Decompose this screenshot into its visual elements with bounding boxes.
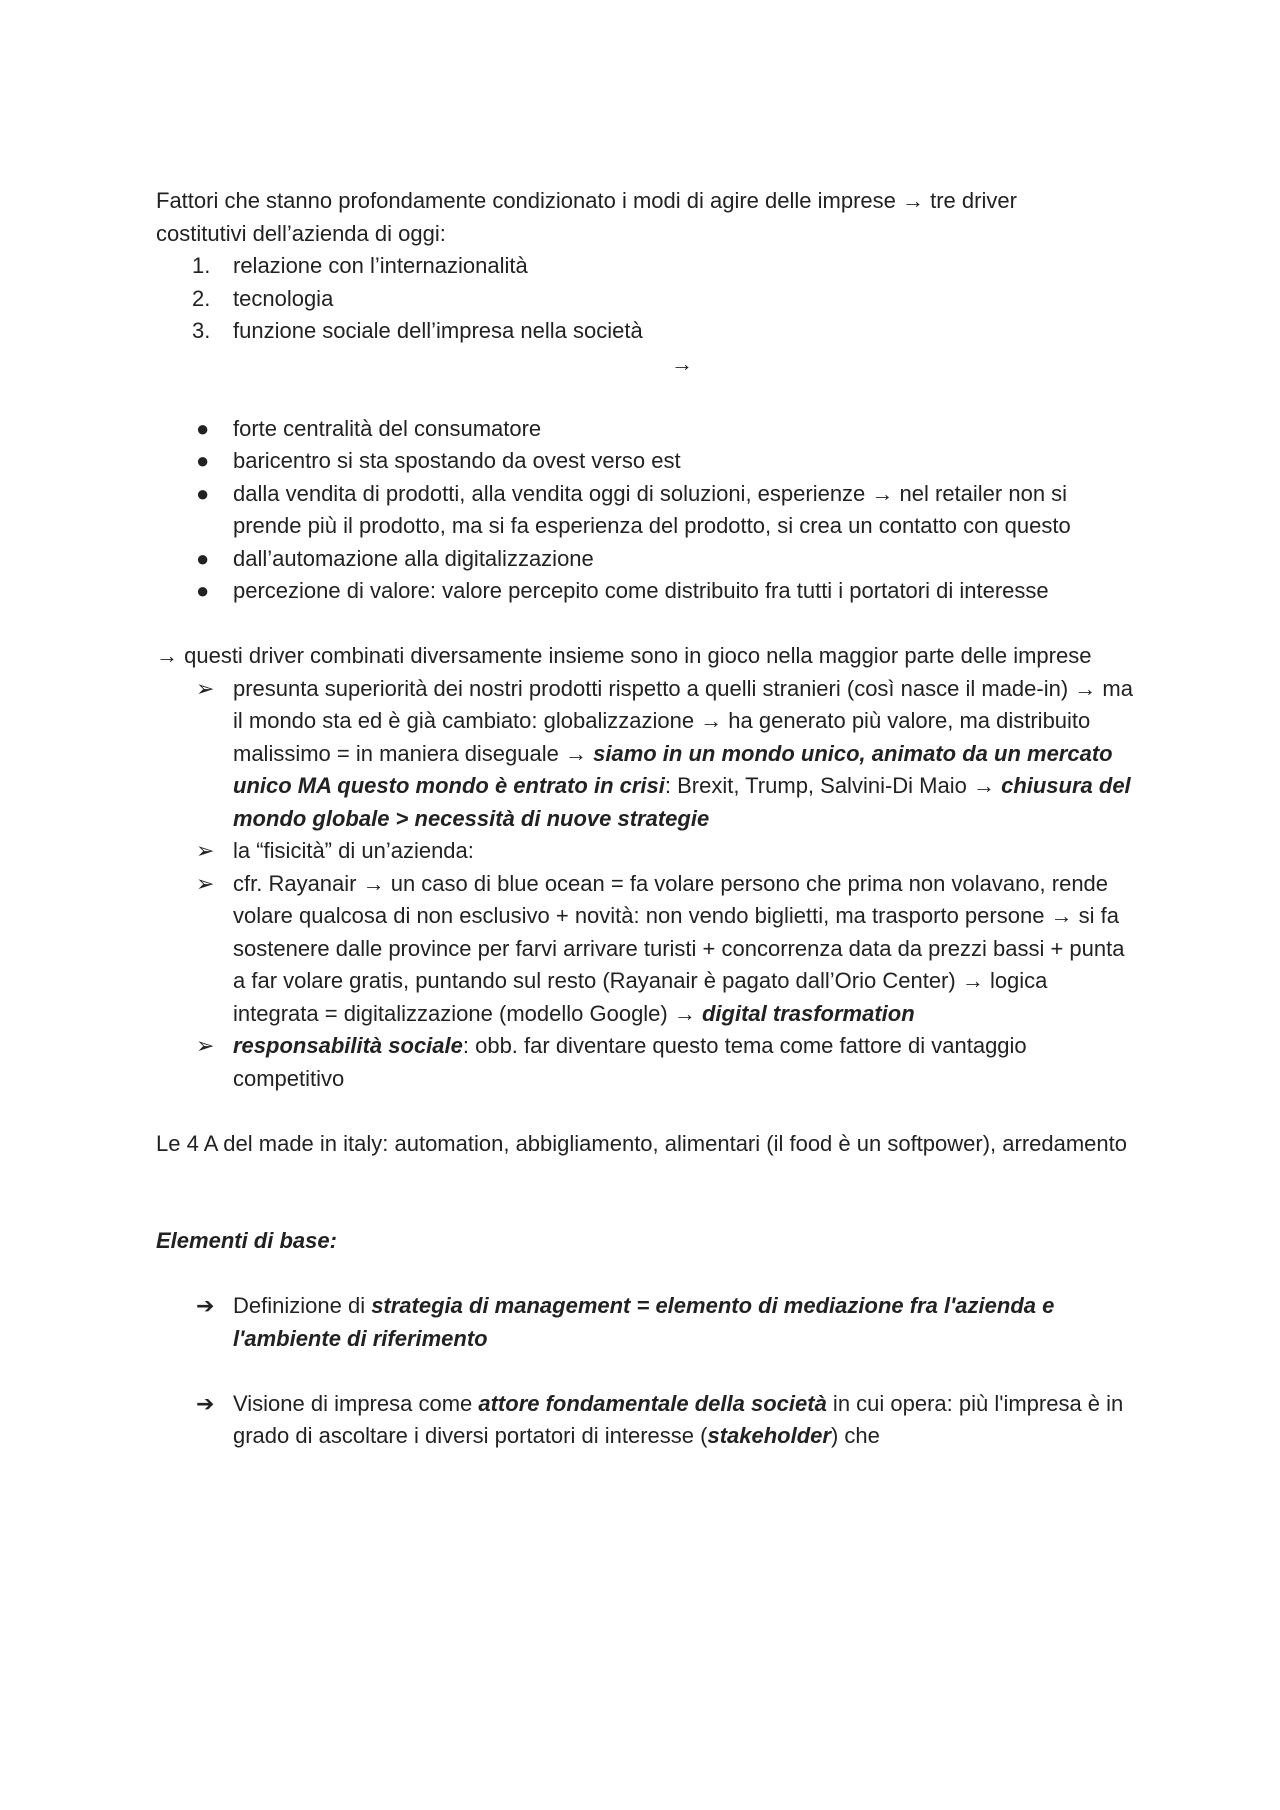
intro-line-1: Fattori che stanno profondamente condizionato i modi di agire delle imprese → tre driver [156, 188, 1017, 213]
intro-paragraph [156, 185, 1136, 250]
bullet-icon: ● [196, 448, 210, 473]
list-item: ➔ Visione di impresa come attore fondamentale della società in cui opera: più l'impresa è in grado di ascoltare i diversi portatori di interesse (stakeholder) che [156, 1388, 1136, 1453]
list-item: ➢ responsabilità sociale: obb. far diventare questo tema come fattore di vantaggio competitivo [156, 1030, 1136, 1095]
list-item: ➢ cfr. Rayanair → un caso di blue ocean = fa volare persono che prima non volavano, rende volare qualcosa di non esclusivo + novità: non vendo biglietti, ma trasporto persone → si fa sostenere dalle province per farvi arrivare turisti + concorrenza data da prezzi bassi + punta a far volare gratis, puntando sul resto (Rayanair è pagato dall’Orio Center) → logica integrata = digitalizzazione (modello Google) → digital trasformation [156, 868, 1136, 1031]
bullet-icon: ● [196, 545, 210, 571]
bullet-list [156, 413, 1136, 608]
arrowhead-icon: ➢ [196, 870, 215, 896]
list-number: 3. [192, 318, 211, 343]
section-heading: Elementi di base: [156, 1228, 337, 1253]
arrowhead-list [156, 673, 1136, 1096]
list-item: ➔ Definizione di strategia di management = elemento di mediazione fra l'azienda e l'ambiente di riferimento [156, 1290, 1136, 1355]
heavy-arrow-icon: ➔ [196, 1293, 215, 1318]
list-number: 1. [192, 253, 211, 278]
base-list-2 [156, 1388, 1136, 1453]
intro-line-2: costitutivi dell’azienda di oggi: [156, 220, 446, 246]
spacer [156, 1258, 1136, 1291]
list-number: 2. [192, 285, 211, 311]
list-item: 3. funzione sociale dell’impresa nella società [156, 315, 1136, 348]
list-item: ● dalla vendita di prodotti, alla vendita oggi di soluzioni, esperienze → nel retailer non si prende più il prodotto, ma si fa esperienza del prodotto, si crea un contatto con questo [156, 478, 1136, 543]
list-item: 1. relazione con l’internazionalità [156, 250, 1136, 283]
list-item: ● forte centralità del consumatore [156, 413, 1136, 446]
spacer [156, 1095, 1136, 1128]
spacer [156, 380, 1136, 413]
drivers-list [156, 250, 1136, 348]
center-arrow: → [671, 350, 693, 376]
list-item: ➢ la “fisicità” di un’azienda: [156, 835, 1136, 868]
base-list [156, 1290, 1136, 1355]
bullet-icon: ● [196, 415, 210, 441]
spacer [156, 1160, 1136, 1193]
bullet-icon: ● [196, 480, 210, 506]
list-item: ● dall’automazione alla digitalizzazione [156, 543, 1136, 576]
bullet-icon: ● [196, 578, 210, 603]
document-body [156, 185, 1136, 1453]
list-item: ● baricentro si sta spostando da ovest verso est [156, 445, 1136, 478]
spacer [156, 608, 1136, 641]
heavy-arrow-icon: ➔ [196, 1390, 215, 1416]
list-item: ➢ presunta superiorità dei nostri prodotti rispetto a quelli stranieri (così nasce il made-in) → ma il mondo sta ed è già cambiato: globalizzazione → ha generato più valore, ma distribuito malissimo = in maniera diseguale → siamo in un mondo unico, animato da un mercato unico MA questo mondo è entrato in crisi: Brexit, Trump, Salvini-Di Maio → chiusura del mondo globale > necessità di nuove strategie [156, 673, 1136, 836]
spacer [156, 1193, 1136, 1226]
combined-paragraph: → questi driver combinati diversamente insieme sono in gioco nella maggior parte delle imprese [156, 643, 1092, 668]
arrowhead-icon: ➢ [196, 838, 215, 863]
arrowhead-icon: ➢ [196, 1033, 215, 1058]
spacer [156, 1355, 1136, 1388]
list-item: 2. tecnologia [156, 283, 1136, 316]
four-a-paragraph: Le 4 A del made in italy: automation, abbigliamento, alimentari (il food è un softpower), arredamento [156, 1130, 1127, 1156]
arrowhead-icon: ➢ [196, 675, 215, 701]
list-item: ● percezione di valore: valore percepito come distribuito fra tutti i portatori di interesse [156, 575, 1136, 608]
